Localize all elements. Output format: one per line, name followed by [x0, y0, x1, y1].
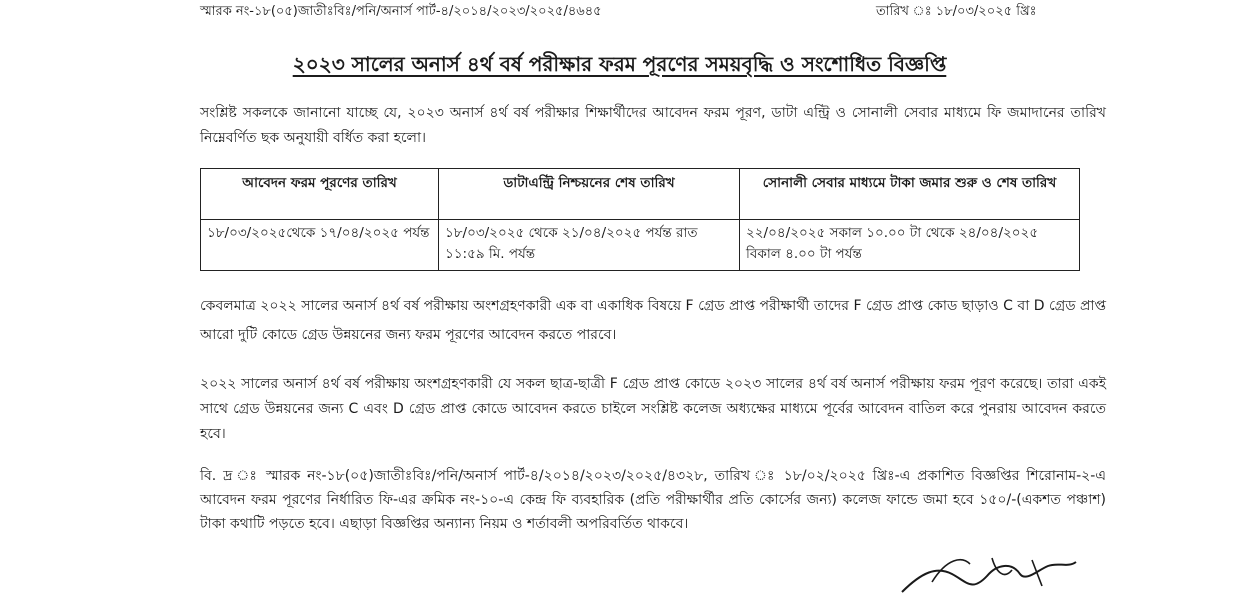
signature-image [892, 552, 1082, 600]
grade-improvement-paragraph: কেবলমাত্র ২০২২ সালের অনার্স ৪র্থ বর্ষ পরীক্ষায় অংশগ্রহণকারী এক বা একাধিক বিষয়ে F গ্রেড প্রাপ্ত পরীক্ষার্থী তাদের F গ্রেড প্রাপ্ত কোড ছাড়াও C বা D গ্রেড প্রাপ্ত আরো দুটি কোডে গ্রেড উন্নয়নের জন্য ফরম পূরণের আবেদন করতে পারবে। [200, 298, 1106, 343]
table-header-row [201, 169, 1080, 220]
table-header-cell: ডাটাএন্ট্রি নিশ্চয়নের শেষ তারিখ [439, 169, 740, 220]
intro-paragraph: সংশ্লিষ্ট সকলকে জানানো যাচ্ছে যে, ২০২৩ অনার্স ৪র্থ বর্ষ পরীক্ষার শিক্ষার্থীদের আবেদন ফরম পূরণ, ডাটা এন্ট্রি ও সোনালী সেবার মাধ্যমে ফি জমাদানের তারিখ নিম্নেবর্ণিত ছক অনুযায়ী বর্ধিত করা হলো। [200, 105, 1106, 146]
schedule-table [200, 168, 1080, 271]
table-cell: ২২/০৪/২০২৫ সকাল ১০.০০ টা থেকে ২৪/০৪/২০২৫ বিকাল ৪.০০ টা পর্যন্ত [740, 220, 1080, 271]
table-cell: ১৮/০৩/২০২৫ থেকে ২১/০৪/২০২৫ পর্যন্ত রাত ১১:৫৯ মি. পর্যন্ত [439, 220, 740, 271]
memo-number: স্মারক নং-১৮(০৫)জাতীঃবিঃ/পনি/অনার্স পার্ট-৪/২০১৪/২০২৩/২০২৫/৪৬৪৫ [200, 4, 602, 19]
application-cancel-paragraph: ২০২২ সালের অনার্স ৪র্থ বর্ষ পরীক্ষায় অংশগ্রহণকারী যে সকল ছাত্র-ছাত্রী F গ্রেড প্রাপ্ত কোডে ২০২৩ সালের ৪র্থ বর্ষ অনার্স পরীক্ষায় ফরম পূরণ করেছে। তারা একই সাথে গ্রেড উন্নয়নের জন্য C এবং D গ্রেড প্রাপ্ত কোডে আবেদন করতে চাইলে সংশ্লিষ্ট কলেজ অধ্যক্ষের মাধ্যমে পূর্বের আবেদন বাতিল করে পুনরায় আবেদন করতে হবে। [200, 376, 1106, 442]
table-header-cell: সোনালী সেবার মাধ্যমে টাকা জমার শুরু ও শেষ তারিখ [740, 169, 1080, 220]
table-header-cell: আবেদন ফরম পূরণের তারিখ [201, 169, 439, 220]
notice-title: ২০২৩ সালের অনার্স ৪র্থ বর্ষ পরীক্ষার ফরম পূরণের সময়বৃদ্ধি ও সংশোধিত বিজ্ঞপ্তি [292, 52, 947, 76]
table-cell: ১৮/০৩/২০২৫থেকে ১৭/০৪/২০২৫ পর্যন্ত [201, 220, 439, 271]
note-paragraph: বি. দ্র ঃ স্মারক নং-১৮(০৫)জাতীঃবিঃ/পনি/অনার্স পার্ট-৪/২০১৪/২০২৩/২০২৫/৪৩২৮, তারিখ ঃ ১৮/০২/২০২৫ খ্রিঃ-এ প্রকাশিত বিজ্ঞপ্তির শিরোনাম-২-এ আবেদন ফরম পূরণের নির্ধারিত ফি-এর ক্রমিক নং-১০-এ কেন্দ্র ফি ব্যবহারিক (প্রতি পরীক্ষার্থীর প্রতি কোর্সের জন্য) কলেজ ফান্ডে জমা হবে ১৫০/-(একশত পঞ্চাশ) টাকা কথাটি পড়তে হবে। এছাড়া বিজ্ঞপ্তির অন্যান্য নিয়ম ও শর্তাবলী অপরিবর্তিত থাকবে। [200, 468, 1106, 532]
notice-date: তারিখ ঃ ১৮/০৩/২০২৫ খ্রিঃ [876, 4, 1037, 19]
table-row [201, 220, 1080, 271]
